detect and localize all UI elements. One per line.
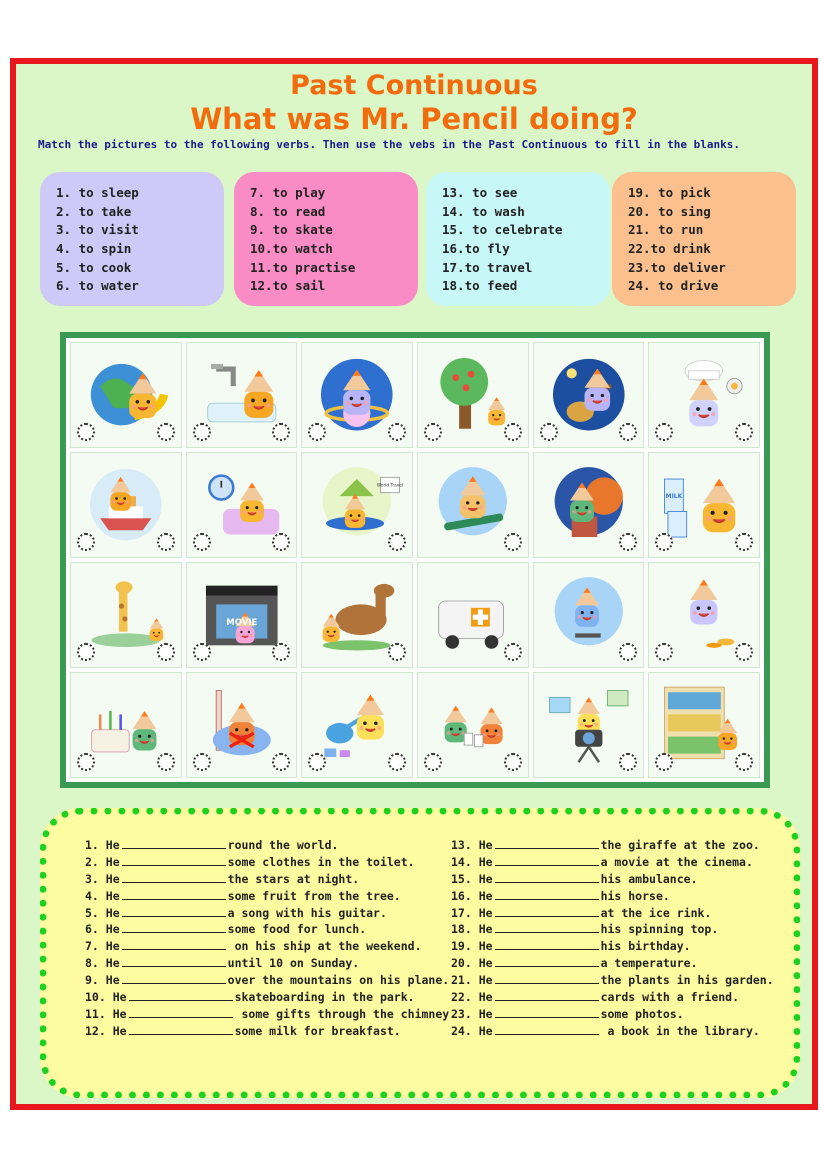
answer-circle[interactable] [308,423,326,441]
sentence-text: some food for lunch. [227,922,367,937]
sentence-row [451,955,774,972]
books-illustration [661,682,747,767]
sentence-number: 23. [451,1006,479,1021]
sentence-number: 19. [451,939,479,954]
picture-chimney [533,452,645,558]
verb-item: 12.to sail [250,278,326,294]
sentence-number: 24. [451,1023,479,1038]
sentence-subject: He [478,939,493,954]
picture-cake [70,672,182,778]
movie-illustration [199,572,285,657]
sentence-row [451,938,774,955]
sentence-row [451,1023,774,1040]
sentence-subject: He [478,1006,493,1021]
sentence-subject: He [478,922,493,937]
answer-blank[interactable] [129,990,233,1001]
sentence-text: some milk for breakfast. [234,1023,401,1038]
answer-blank[interactable] [495,990,599,1001]
answer-circle[interactable] [735,423,753,441]
sentence-subject: He [478,888,493,903]
sentence-number: 9. [85,973,106,988]
sentence-subject: He [478,905,493,920]
sentence-subject: He [112,1006,127,1021]
answer-circle[interactable] [655,753,673,771]
verb-item: 3. to visit [56,222,139,238]
sentence-subject: He [478,956,493,971]
sentence-row [85,854,456,871]
answer-blank[interactable] [495,922,599,933]
picture-stroll [648,562,760,668]
answer-circle[interactable] [193,423,211,441]
cake-illustration [83,682,169,767]
sentence-row [85,989,456,1006]
answer-circle[interactable] [540,423,558,441]
answer-circle[interactable] [619,643,637,661]
picture-chef [648,342,760,448]
chimney-illustration [546,462,632,547]
answer-blank[interactable] [129,1024,233,1035]
sentence-text: on his ship at the weekend. [227,939,422,954]
sentence-row [451,989,774,1006]
answer-circle[interactable] [77,423,95,441]
picture-camera [533,672,645,778]
horse-illustration [314,572,400,657]
sentence-row [451,854,774,871]
answer-circle[interactable] [424,423,442,441]
answer-circle[interactable] [504,423,522,441]
verb-item: 23.to deliver [628,259,726,275]
thermometer-illustration [199,682,285,767]
sentence-number: 15. [451,871,479,886]
answer-blank[interactable] [129,1007,233,1018]
sentence-subject: He [478,838,493,852]
sentence-subject: He [105,956,120,971]
picture-globe [70,342,182,448]
picture-grid [60,332,770,788]
verb-item: 1. to sleep [56,185,139,200]
sentence-subject: He [105,905,120,920]
worksheet-title: Past Continuous [290,70,538,101]
sentence-text: some clothes in the toilet. [227,854,415,869]
sentence-text: the giraffe at the zoo. [600,838,760,852]
chef-illustration [661,352,747,437]
ambulance-illustration [430,572,516,657]
verb-box-3 [426,172,610,306]
verb-item: 8. to read [250,203,326,219]
sentence-row [451,871,774,888]
sentence-row [451,888,774,905]
sentences-left-column [85,837,456,1040]
sentence-number: 17. [451,905,479,920]
ship-illustration [83,462,169,547]
answer-blank[interactable] [122,939,226,950]
sentence-number: 10. [85,990,113,1005]
sentence-row [85,921,456,938]
verb-item: 2. to take [56,203,132,219]
sentence-subject: He [478,990,493,1005]
sentence-row [451,921,774,938]
picture-milk [648,452,760,558]
answer-blank[interactable] [495,838,599,849]
answer-blank[interactable] [495,872,599,883]
picture-ship [70,452,182,558]
answer-blank[interactable] [495,939,599,950]
svg-text:MILK: MILK [666,493,683,501]
picture-skate [533,562,645,668]
sentence-number: 3. [85,871,106,886]
verb-item: 17.to travel [442,259,533,275]
answer-circle[interactable] [388,643,406,661]
answer-circle[interactable] [619,753,637,771]
verb-item: 21. to run [628,222,704,238]
answer-circle[interactable] [424,753,442,771]
picture-clock [186,452,298,558]
verb-item: 13. to see [442,185,518,200]
answer-circle[interactable] [388,753,406,771]
sentence-number: 7. [85,939,106,954]
faucet-illustration [199,352,285,437]
picture-ambulance [417,562,529,668]
svg-text:World Travel: World Travel [377,484,404,490]
verb-item: 16.to fly [442,241,510,257]
sentence-text: his ambulance. [600,871,698,886]
sentence-number: 1. [85,838,106,852]
sentence-row [85,888,456,905]
answer-blank[interactable] [495,956,599,967]
sentence-row [85,1023,456,1040]
sentence-subject: He [478,854,493,869]
sentence-subject: He [105,888,120,903]
sentence-subject: He [105,838,120,852]
plane-illustration [314,462,404,547]
answer-circle[interactable] [157,753,175,771]
verb-item: 7. to play [250,185,326,200]
picture-movie [186,562,298,668]
verb-item: 11.to practise [250,259,356,275]
answer-circle[interactable] [193,643,211,661]
verb-box-2 [234,172,418,306]
sentence-text: a movie at the cinema. [600,854,753,869]
picture-watering-can [301,672,413,778]
sentence-number: 2. [85,854,106,869]
answer-circle[interactable] [193,533,211,551]
sentence-text: his horse. [600,888,670,903]
sentence-subject: He [105,922,120,937]
answer-blank[interactable] [495,1007,599,1018]
verb-item: 24. to drive [628,278,719,294]
verb-item: 15. to celebrate [442,222,563,238]
sentence-number: 21. [451,973,479,988]
answer-circle[interactable] [655,643,673,661]
sentence-number: 14. [451,854,479,869]
answer-circle[interactable] [504,753,522,771]
verb-box-4 [612,172,796,306]
milk-illustration [661,462,747,547]
verb-item: 10.to watch [250,241,333,257]
sentence-row [85,972,456,989]
answer-circle[interactable] [272,643,290,661]
picture-horse [301,562,413,668]
camera-illustration [546,682,632,767]
verb-item: 22.to drink [628,241,711,257]
sentence-subject: He [105,939,120,954]
skateboard-illustration [430,462,516,547]
answer-blank[interactable] [122,855,226,866]
verb-item: 5. to cook [56,259,132,275]
answer-circle[interactable] [272,753,290,771]
answer-circle[interactable] [77,643,95,661]
verb-box-1 [40,172,224,306]
sentence-text: some fruit from the tree. [227,888,401,903]
sentence-number: 5. [85,905,106,920]
answer-circle[interactable] [735,753,753,771]
guitar-illustration [546,352,632,437]
answer-circle[interactable] [157,643,175,661]
watering-can-illustration [314,682,400,767]
verb-item: 9. to skate [250,222,333,238]
sentence-subject: He [478,973,493,988]
sentence-row [85,905,456,922]
sentence-row [85,871,456,888]
sentence-row [451,837,774,854]
answer-circle[interactable] [272,423,290,441]
sentence-text: a song with his guitar. [227,905,387,920]
answer-circle[interactable] [388,533,406,551]
sentence-row [85,955,456,972]
answer-blank[interactable] [122,889,226,900]
answer-blank[interactable] [495,973,599,984]
answer-blank[interactable] [122,922,226,933]
verb-item: 20. to sing [628,203,711,219]
svg-text:MOVIE: MOVIE [225,618,258,629]
giraffe-illustration [83,572,169,657]
sentence-text: his birthday. [600,939,691,954]
tree-illustration [430,352,516,437]
sentence-text: the stars at night. [227,871,360,886]
picture-books [648,672,760,778]
answer-circle[interactable] [655,533,673,551]
sentence-text: his spinning top. [600,922,719,937]
sentence-number: 12. [85,1023,113,1038]
sentence-subject: He [478,1023,493,1038]
answer-blank[interactable] [122,956,226,967]
stroll-illustration [661,572,747,657]
sentence-subject: He [478,871,493,886]
sentence-row [451,1006,774,1023]
sentence-number: 22. [451,990,479,1005]
sentence-text: a temperature. [600,956,698,971]
sentence-subject: He [105,973,120,988]
sentence-number: 4. [85,888,106,903]
sentence-text: skateboarding in the park. [234,990,415,1005]
answer-circle[interactable] [504,643,522,661]
answer-circle[interactable] [735,533,753,551]
clock-illustration [199,462,285,547]
worksheet [10,58,818,1110]
globe-illustration [83,352,169,437]
planet-illustration [314,352,400,437]
answer-circle[interactable] [157,423,175,441]
verb-item: 19. to pick [628,185,711,200]
picture-guitar [533,342,645,448]
picture-planet [301,342,413,448]
answer-circle[interactable] [504,533,522,551]
sentence-text: cards with a friend. [600,990,740,1005]
answer-blank[interactable] [495,855,599,866]
sentence-text: round the world. [227,838,339,852]
picture-tree [417,342,529,448]
answer-blank[interactable] [122,973,226,984]
sentence-number: 16. [451,888,479,903]
sentence-subject: He [105,854,120,869]
verb-item: 6. to water [56,278,139,294]
picture-giraffe [70,562,182,668]
answer-circle[interactable] [272,533,290,551]
sentence-row [85,837,456,854]
verb-item: 14. to wash [442,203,525,219]
sentences-right-column [451,837,774,1040]
sentence-text: a book in the library. [600,1023,760,1038]
sentence-row [85,1006,456,1023]
sentence-number: 20. [451,956,479,971]
answer-blank[interactable] [495,1024,599,1035]
sentence-row [451,972,774,989]
answer-circle[interactable] [193,753,211,771]
answer-blank[interactable] [495,889,599,900]
skate-illustration [546,572,632,657]
answer-circle[interactable] [77,753,95,771]
sentence-number: 13. [451,838,479,852]
answer-circle[interactable] [308,753,326,771]
picture-skateboard [417,452,529,558]
sentence-number: 6. [85,922,106,937]
picture-cards [417,672,529,778]
answer-blank[interactable] [122,906,226,917]
answer-blank[interactable] [122,838,226,849]
cards-illustration [430,682,516,767]
verb-item: 18.to feed [442,278,518,294]
answer-circle[interactable] [655,423,673,441]
sentence-row [85,938,456,955]
answer-blank[interactable] [122,872,226,883]
sentence-subject: He [112,990,127,1005]
answer-blank[interactable] [495,906,599,917]
answer-circle[interactable] [157,533,175,551]
sentence-number: 8. [85,956,106,971]
sentence-text: some gifts through the chimney. [234,1006,457,1021]
sentence-number: 11. [85,1006,113,1021]
sentence-text: the plants in his garden. [600,973,774,988]
picture-thermometer [186,672,298,778]
answer-circle[interactable] [619,533,637,551]
answer-circle[interactable] [388,423,406,441]
sentence-subject: He [112,1023,127,1038]
verb-item: 4. to spin [56,241,132,257]
sentence-text: until 10 on Sunday. [227,956,360,971]
sentence-text: some photos. [600,1006,684,1021]
picture-faucet [186,342,298,448]
answer-circle[interactable] [77,533,95,551]
sentence-subject: He [105,871,120,886]
sentence-number: 18. [451,922,479,937]
fill-in-sentences [40,808,800,1098]
answer-circle[interactable] [619,423,637,441]
sentence-text: at the ice rink. [600,905,712,920]
worksheet-subtitle: What was Mr. Pencil doing? [190,102,638,136]
sentence-text: over the mountains on his plane. [227,973,450,988]
picture-plane [301,452,413,558]
answer-circle[interactable] [735,643,753,661]
instructions: Match the pictures to the following verbs. Then use the vebs in the Past Continuous to fill in the blanks. [38,138,740,151]
sentence-row [451,905,774,922]
